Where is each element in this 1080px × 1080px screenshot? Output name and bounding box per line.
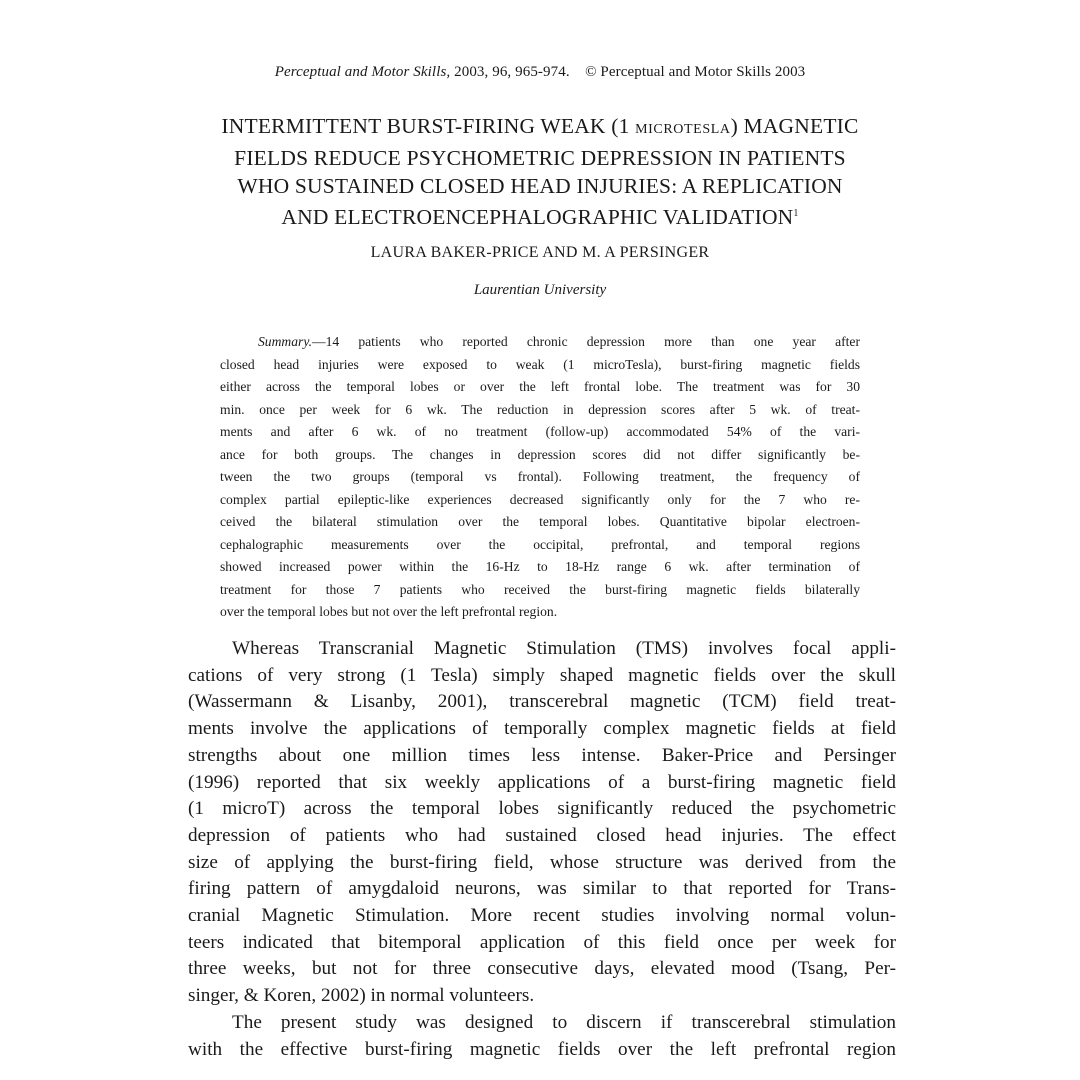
abstract-line: showed increased power within the 16-Hz to 18-Hz range 6 wk. after termination of (220, 559, 860, 574)
abstract-line: tween the two groups (temporal vs frontal). Following treatment, the frequency of (220, 469, 860, 484)
title-line: FIELDS REDUCE PSYCHOMETRIC DEPRESSION IN PATIENTS (234, 146, 846, 170)
body-line: (1 microT) across the temporal lobes significantly reduced the psychometric (188, 798, 896, 820)
abstract-line: ceived the bilateral stimulation over the temporal lobes. Quantitative bipolar electroen- (220, 514, 860, 529)
journal-name: Perceptual and Motor Skills, (274, 64, 451, 80)
body-line: strengths about one million times less intense. Baker-Price and Persinger (188, 744, 896, 766)
body-line: singer, & Koren, 2002) in normal volunteers. (188, 985, 535, 1007)
body-line: cranial Magnetic Stimulation. More recent studies involving normal volun- (188, 905, 896, 927)
body-line: (Wassermann & Lisanby, 2001), transcerebral magnetic (TCM) field treat- (188, 691, 896, 713)
abstract-label: Summary. (258, 334, 312, 349)
body-line: depression of patients who had sustained closed head injuries. The effect (188, 824, 896, 846)
body-line: firing pattern of amygdaloid neurons, was similar to that reported for Trans- (188, 878, 896, 900)
abstract-line: treatment for those 7 patients who received the burst-firing magnetic fields bilaterally (220, 581, 860, 597)
article-title (150, 112, 930, 231)
title-line: WHO SUSTAINED CLOSED HEAD INJURIES: A REPLICATION (237, 174, 843, 198)
abstract (220, 331, 860, 624)
abstract-line (220, 331, 860, 354)
body-line: Whereas Transcranial Magnetic Stimulation (TMS) involves focal appli- (232, 638, 896, 659)
body-line: cations of very strong (1 Tesla) simply shaped magnetic fields over the skull (188, 664, 896, 686)
copyright-notice: © Perceptual and Motor Skills 2003 (585, 64, 806, 80)
title-text: ) MAGNETIC (730, 114, 859, 138)
body-text (188, 636, 896, 1063)
abstract-line: complex partial epileptic-like experiences decreased significantly only for the 7 who re- (220, 491, 860, 507)
body-line: with the effective burst-firing magnetic fields over the left prefrontal region (188, 1038, 896, 1060)
body-line: The present study was designed to discern if transcerebral stimulation (232, 1011, 896, 1033)
body-line: teers indicated that bitemporal application of this field once per week for (188, 931, 896, 953)
abstract-line: either across the temporal lobes or over the left frontal lobe. The treatment was for 30 (220, 379, 860, 394)
title-text: INTERMITTENT BURST-FIRING WEAK (1 (221, 114, 636, 138)
abstract-line: ments and after 6 wk. of no treatment (follow-up) accommodated 54% of the vari- (220, 424, 860, 439)
body-line: size of applying the burst-firing field, whose structure was derived from the (188, 851, 896, 873)
running-head (0, 64, 1080, 81)
title-line (150, 112, 930, 144)
abstract-line: cephalographic measurements over the occipital, prefrontal, and temporal regions (220, 536, 860, 552)
affiliation: Laurentian University (473, 282, 607, 298)
title-smallcaps: MICROTESLA (635, 122, 731, 137)
abstract-text: —14 patients who reported chronic depression more than one year after (312, 334, 860, 349)
abstract-line: closed head injuries were exposed to weak (1 microTesla), burst-firing magnetic fields (220, 356, 860, 372)
footnote-marker: 1 (793, 208, 799, 219)
title-text: AND ELECTROENCEPHALOGRAPHIC VALIDATION (281, 205, 794, 230)
citation: 2003, 96, 965-974. (454, 64, 570, 80)
abstract-line: over the temporal lobes but not over the left prefrontal region. (220, 604, 558, 619)
abstract-line: ance for both groups. The changes in depression scores did not differ significantly be- (220, 446, 860, 462)
body-line: (1996) reported that six weekly applications of a burst-firing magnetic field (188, 771, 896, 793)
title-line (150, 200, 930, 231)
body-line: three weeks, but not for three consecutive days, elevated mood (Tsang, Per- (188, 958, 896, 980)
authors: LAURA BAKER-PRICE AND M. A PERSINGER (370, 244, 710, 261)
abstract-line: min. once per week for 6 wk. The reduction in depression scores after 5 wk. of treat- (220, 401, 860, 417)
body-line: ments involve the applications of temporally complex magnetic fields at field (188, 718, 896, 740)
